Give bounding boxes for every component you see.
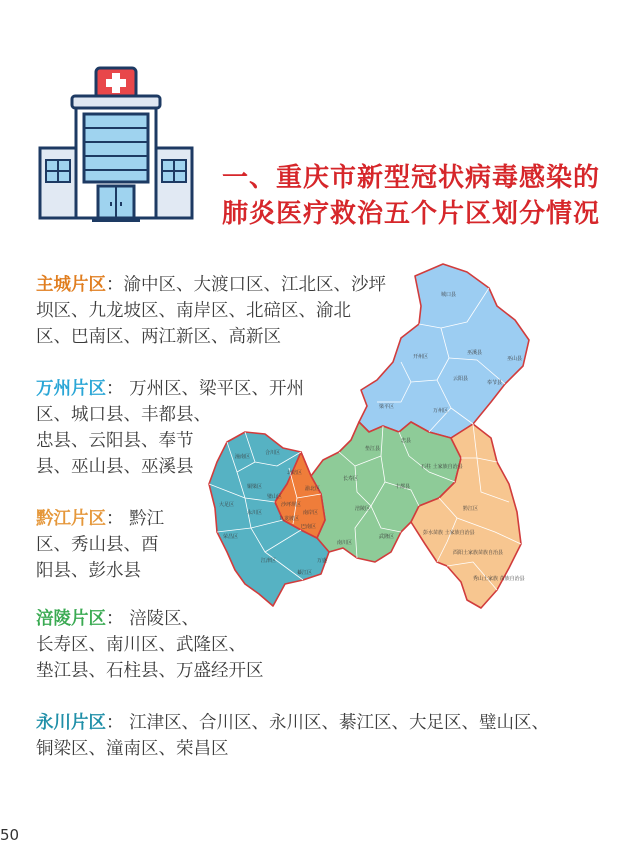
label-xiushan: 秀山土家族 苗族自治县 (473, 576, 525, 582)
label-beibei: 北碚区 (287, 470, 303, 476)
label-youyang: 酉阳土家族苗族自治县 (453, 550, 504, 556)
label-hechuan: 合川区 (265, 450, 281, 456)
label-qianjiang: 黔江区 (463, 506, 479, 512)
label-wushan: 巫山县 (507, 356, 523, 362)
label-qijiang: 綦江区 (297, 570, 313, 576)
zone-districts-line: ： 江津区、合川区、永川区、綦江区、大足区、璧山区、 (106, 713, 550, 733)
label-rongchang: 荣昌区 (223, 534, 239, 540)
title-line-1: 一、重庆市新型冠状病毒感染的 (222, 163, 601, 193)
label-yubei: 渝北区 (305, 486, 321, 492)
label-pengshui: 彭水苗族 土家族自治县 (423, 530, 475, 536)
zone-name: 万州片区 (36, 379, 106, 399)
label-jiulongpo: 九龙坡区 (279, 516, 300, 522)
chongqing-zone-map (205, 262, 545, 622)
zone-districts-line: 阳县、彭水县 (36, 561, 141, 581)
label-wulong: 武隆区 (379, 534, 395, 540)
label-yunyang: 云阳县 (453, 376, 469, 382)
zone-districts-line: 坝区、九龙坡区、南岸区、北碚区、渝北 (36, 301, 351, 321)
zone-districts-line: ： 涪陵区、 (106, 609, 200, 629)
label-wanzhou: 万州区 (433, 408, 449, 414)
label-tongliang: 铜梁区 (247, 484, 263, 490)
zone-districts-line: ： 黔江 (106, 509, 165, 529)
zone-qianjiang (36, 506, 164, 584)
zone-yongchuan (36, 710, 549, 762)
zone-districts-line: ： 万州区、梁平区、开州 (106, 379, 305, 399)
label-wuxi: 巫溪县 (467, 350, 483, 356)
label-chengkou: 城口县 (441, 292, 457, 298)
zone-name: 主城片区 (36, 275, 106, 295)
zone-districts-line: 忠县、云阳县、奉节 (36, 431, 194, 451)
zone-districts-line: 区、城口县、丰都县、 (36, 405, 211, 425)
label-dianjiang: 垫江县 (365, 446, 381, 452)
label-nanan: 南岸区 (303, 510, 319, 516)
label-shapingba: 沙坪坝区 (281, 502, 302, 508)
zone-name: 涪陵片区 (36, 609, 106, 629)
zone-districts-line: 铜梁区、潼南区、荣昌区 (36, 739, 229, 759)
zone-name: 永川片区 (36, 713, 106, 733)
zone-districts-line: 县、巫山县、巫溪县 (36, 457, 194, 477)
label-fuling: 涪陵区 (355, 506, 371, 512)
label-liangping: 梁平区 (379, 404, 395, 410)
zone-districts-line: 区、巴南区、两江新区、高新区 (36, 327, 281, 347)
label-shizhu: 石柱 土家族自治县 (421, 464, 463, 470)
page-title (222, 160, 600, 232)
hospital-icon (36, 64, 196, 224)
zone-name: 黔江片区 (36, 509, 106, 529)
label-kaizhou: 开州区 (413, 354, 429, 360)
label-yongchuan: 永川区 (247, 510, 263, 516)
label-bishan: 璧山区 (267, 494, 283, 500)
page-number: 50 (0, 826, 20, 844)
label-fengdu: 丰都县 (395, 484, 411, 490)
label-tongnan: 潼南区 (235, 454, 251, 460)
label-nanchuan: 南川区 (337, 540, 353, 546)
zone-districts-line: 垫江县、石柱县、万盛经开区 (36, 661, 264, 681)
label-dazu: 大足区 (219, 502, 235, 508)
label-changshou: 长寿区 (343, 476, 359, 482)
label-fengjie: 奉节县 (487, 380, 503, 386)
label-banan: 巴南区 (301, 524, 317, 530)
label-jiangjin: 江津区 (261, 558, 277, 564)
zone-districts-line: ：渝中区、大渡口区、江北区、沙坪 (106, 275, 386, 295)
title-line-2: 肺炎医疗救治五个片区划分情况 (222, 199, 601, 229)
zone-districts-line: 区、秀山县、酉 (36, 535, 159, 555)
label-zhongxian: 忠县 (401, 438, 412, 444)
label-wansheng: 万盛 (317, 558, 328, 564)
zone-districts-line: 长寿区、南川区、武隆区、 (36, 635, 246, 655)
